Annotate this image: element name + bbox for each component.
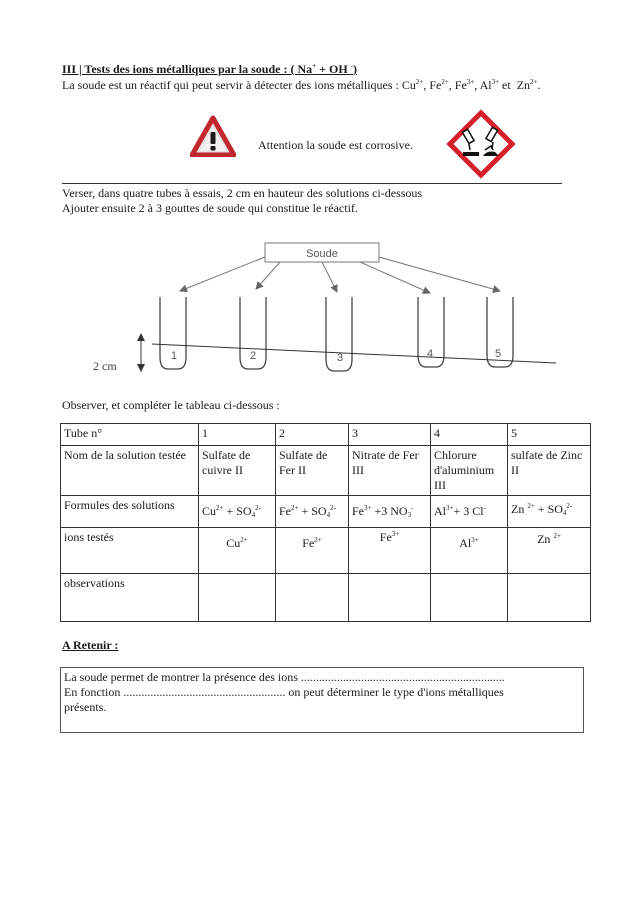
solution-name: Sulfate de Fer II (276, 446, 349, 496)
separator-line (62, 183, 562, 184)
table-row-tube (61, 424, 591, 446)
observation-input[interactable] (349, 574, 431, 622)
arrow-tube-4 (360, 262, 430, 293)
solution-name: Nitrate de Fer III (349, 446, 431, 496)
tube-label-2: 2 (250, 350, 257, 362)
retenir-line-3: présents. (64, 700, 107, 714)
retenir-line-1: La soude permet de montrer la présence des ions .................................................................... (64, 670, 505, 684)
tube-number: 3 (349, 424, 431, 446)
height-label: 2 cm (93, 359, 117, 373)
table-row-solution (61, 446, 591, 496)
observe-instruction: Observer, et compléter le tableau ci-dessous : (62, 398, 280, 412)
formula-cell: $Al^{3+}+ 3$ Cl- (431, 496, 508, 528)
table-row-observations (61, 574, 591, 622)
arrow-tube-5 (379, 257, 500, 291)
observations-header: observations (61, 574, 199, 622)
formula-cell: $Fe^{3+} +3$ $NO_3^-$ (349, 496, 431, 528)
intro-text-rendered: La soude est un réactif qui peut servir à détecter des ions métalliques : $Cu^{2+}$, $Fe^{2+}$, $Fe^{3+}$, $Al^{3+}$ et $Zn^{2+}$. (62, 78, 541, 92)
arrow-tube-3 (322, 262, 337, 292)
soude-label: Soude (306, 248, 338, 260)
formula-cell: $Cu^{2+} + SO_4^{2-}$ (199, 496, 276, 528)
intro-text (62, 78, 541, 93)
ion-cell: $Al^{3+}$ (431, 528, 508, 574)
corrosive-hazard-icon (443, 106, 519, 182)
arrow-tube-2 (256, 262, 280, 289)
retenir-title: A Retenir : (62, 638, 119, 652)
tube-header: Tube n° (61, 424, 199, 446)
tube-number: 4 (431, 424, 508, 446)
tube-label-4: 4 (427, 348, 434, 360)
retenir-box (60, 667, 584, 733)
observation-input[interactable] (276, 574, 349, 622)
corrosive-warning-text: Attention la soude est corrosive. (258, 138, 413, 152)
formula-cell: Zn $^{2+} + SO_4^{2-}$ (508, 496, 591, 528)
tube-label-3: 3 (337, 352, 344, 364)
ion-cell: $Cu^{2+}$ (199, 528, 276, 574)
ions-header: ions testés (61, 528, 199, 574)
section-title-rendered: III | Tests des ions métalliques par la soude : ( Na+ + OH -) (62, 62, 357, 76)
observation-input[interactable] (508, 574, 591, 622)
tube-label-5: 5 (495, 348, 502, 360)
ion-cell: $Fe^{3+}$ (349, 528, 431, 574)
ion-cell: $Fe^{2+}$ (276, 528, 349, 574)
instructions (62, 186, 422, 216)
height-arrow-down (137, 364, 145, 372)
formula-header: Formules des solutions (61, 496, 199, 528)
arrow-tube-1 (180, 257, 265, 291)
formula-cell: $Fe^{2+} + SO_4^{2-}$ (276, 496, 349, 528)
section-title (62, 62, 357, 77)
height-arrow-up (137, 333, 145, 341)
instruction-line-2: Ajouter ensuite 2 à 3 gouttes de soude qui constitue le réactif. (62, 201, 358, 215)
tube-label-1: 1 (171, 350, 178, 362)
tube-number: 1 (199, 424, 276, 446)
test-tube-diagram (0, 235, 638, 385)
instruction-line-1: Verser, dans quatre tubes à essais, 2 cm en hauteur des solutions ci-dessous (62, 186, 423, 200)
tube-number: 5 (508, 424, 591, 446)
exclamation-warning-icon (190, 115, 236, 157)
ion-cell: Zn $^{2+}$ (508, 528, 591, 574)
retenir-line-2: En fonction ...................................................... on peut déterminer le type d'ions métalliques (64, 685, 504, 699)
solution-name: Chlorure d'aluminium III (431, 446, 508, 496)
observation-input[interactable] (431, 574, 508, 622)
solution-header: Nom de la solution testée (61, 446, 199, 496)
results-table (60, 423, 591, 622)
table-row-formula (61, 496, 591, 528)
tube-number: 2 (276, 424, 349, 446)
table-row-ions (61, 528, 591, 574)
observation-input[interactable] (199, 574, 276, 622)
solution-name: Sulfate de cuivre II (199, 446, 276, 496)
solution-name: sulfate de Zinc II (508, 446, 591, 496)
